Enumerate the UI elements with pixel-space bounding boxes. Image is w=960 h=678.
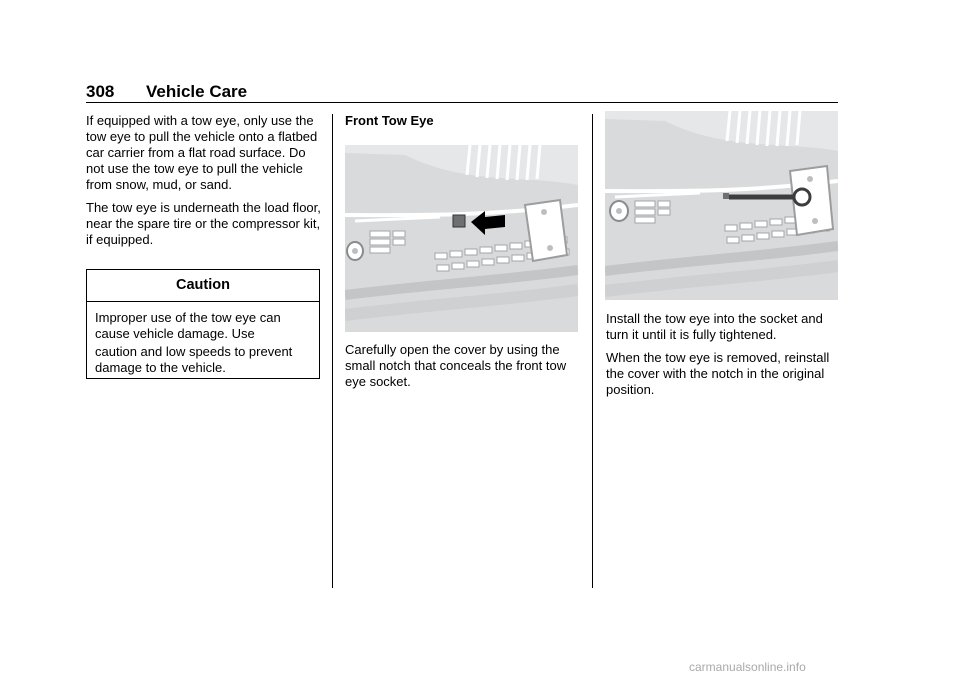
page-number: 308 — [86, 82, 115, 101]
removal-paragraph: When the tow eye is removed, reinstall the cover with the notch in the original position. — [606, 350, 830, 397]
tow-eye-cover-illustration — [345, 145, 578, 332]
location-paragraph: The tow eye is underneath the load floor, near the spare tire or the compressor kit, if equipped. — [86, 200, 321, 247]
column-1 — [86, 113, 322, 255]
column-2-text — [345, 342, 581, 397]
column-divider-2 — [592, 114, 593, 588]
caution-title: Caution — [87, 270, 319, 302]
caution-body — [87, 302, 319, 390]
caution-text-1: Improper use of the tow eye can cause vehicle damage. Use — [95, 310, 281, 341]
front-tow-eye-heading: Front Tow Eye — [345, 113, 434, 128]
open-cover-paragraph: Carefully open the cover by using the small notch that conceals the front tow eye socket. — [345, 342, 567, 389]
caution-text-2: caution and low speeds to prevent damage to the vehicle. — [95, 344, 293, 375]
intro-paragraph: If equipped with a tow eye, only use the tow eye to pull the vehicle onto a flatbed car carrier from a flat road surface. Do not use the tow eye to pull the vehicle from snow, mud, or sand. — [86, 113, 318, 192]
column-divider-1 — [332, 114, 333, 588]
tow-eye-installed-illustration — [605, 111, 838, 300]
install-paragraph: Install the tow eye into the socket and turn it until it is fully tightened. — [606, 311, 823, 342]
watermark: carmanualsonline.info — [689, 660, 806, 674]
caution-box — [86, 269, 320, 379]
column-3 — [606, 311, 842, 405]
column-2 — [345, 113, 581, 136]
section-title: Vehicle Care — [146, 82, 248, 101]
page-header — [86, 82, 247, 102]
header-rule — [86, 102, 838, 103]
